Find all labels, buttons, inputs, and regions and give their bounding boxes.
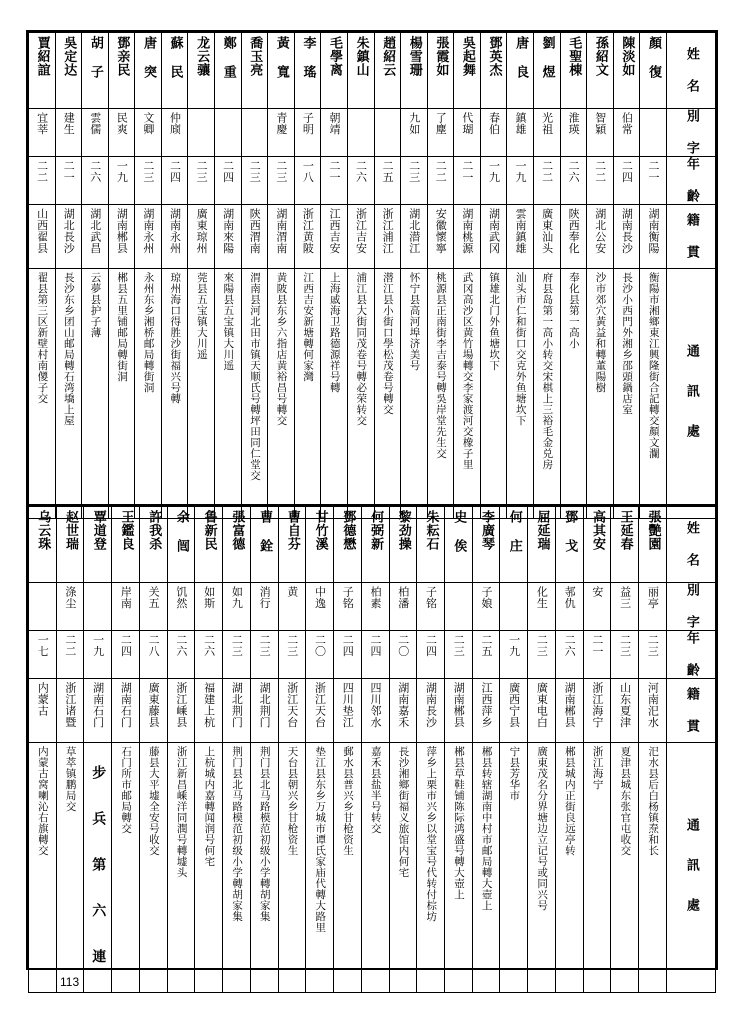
cell-address: 嘉禾县盐半号转交 — [361, 743, 389, 993]
cell-name: 曹 銓 — [250, 507, 278, 583]
cell-alias — [29, 583, 57, 631]
cell-native: 湖北公安 — [587, 205, 614, 269]
cell-address: 汕头市仁和街口交克外鱼塘坎下 — [507, 269, 534, 519]
cell-alias — [445, 583, 473, 631]
cell-alias: 子娘 — [472, 583, 500, 631]
cell-age: 二三 — [528, 631, 556, 679]
cell-age: 一七 — [29, 631, 57, 679]
header-alias: 別 字 — [667, 583, 716, 631]
cell-age: 二六 — [167, 631, 195, 679]
cell-native: 浙江浦江 — [374, 205, 401, 269]
cell-age: 二六 — [560, 157, 587, 205]
cell-age: 一九 — [500, 631, 528, 679]
header-native: 籍 貫 — [667, 679, 716, 743]
roster-grid-bottom — [28, 506, 716, 993]
cell-age: 二六 — [195, 631, 223, 679]
cell-address: 荆门县北马路模范初级小学轉胡家集 — [223, 743, 251, 993]
cell-address: 沙市郊穴黃益和轉董陽樹 — [587, 269, 614, 519]
cell-address: 垫江县东乡万城市谭氏家庙代轉大路里 — [306, 743, 334, 993]
cell-address: 府县岛第一高小转交宋棋上三裕毛金兑房 — [533, 269, 560, 519]
cell-name: 張艷園 — [639, 507, 667, 583]
cell-alias: 淮瑛 — [560, 109, 587, 157]
cell-address: 奉化县第一高小 — [560, 269, 587, 519]
cell-name: 龙云骧 — [188, 33, 215, 109]
cell-address: 郴县转辖湖南中村市邮局轉大壺上 — [472, 743, 500, 993]
cell-name: 鄭 重 — [215, 33, 242, 109]
cell-name: 乌云珠 — [29, 507, 57, 583]
cell-native: 湖北長沙 — [55, 205, 82, 269]
row-address — [29, 269, 716, 519]
cell-age: 二三 — [135, 157, 162, 205]
cell-native: 湖南郴县 — [108, 205, 135, 269]
cell-alias: 伯常 — [613, 109, 640, 157]
cell-age: 二三 — [250, 631, 278, 679]
cell-native: 湖南武冈 — [480, 205, 507, 269]
cell-native: 湖南衡陽 — [640, 205, 667, 269]
cell-address: 衡陽市湘鄉東江興隆街合記轉交顏文瀾 — [640, 269, 667, 519]
cell-age: 二四 — [112, 631, 140, 679]
cell-address: 廣東茂名分界塘边立记号或同兴号 — [528, 743, 556, 993]
cell-age: 二三 — [611, 631, 639, 679]
cell-address: 天台县朝兴乡甘枪资生 — [278, 743, 306, 993]
cell-address: 長沙小西門外湘乡邵頭鍋店室 — [613, 269, 640, 519]
cell-address: 内蒙古窝喇沁右旗轉交 — [29, 743, 57, 993]
cell-name: 余 闿 — [167, 507, 195, 583]
cell-address: 石门所市邮局轉交 — [112, 743, 140, 993]
row-name — [29, 507, 716, 583]
cell-address: 長沙东乡团山邮局轉石湾墧上屋 — [55, 269, 82, 519]
cell-age: 二三 — [445, 631, 473, 679]
cell-native: 湖南嘉禾 — [389, 679, 417, 743]
cell-name: 赵世瑞 — [56, 507, 84, 583]
cell-alias: 智穎 — [587, 109, 614, 157]
cell-address: 怀宁县高河埠济美号 — [401, 269, 428, 519]
cell-age: 二二 — [56, 631, 84, 679]
cell-native: 湖北潜江 — [401, 205, 428, 269]
cell-age: 二〇 — [389, 631, 417, 679]
cell-native: 湖南渭南 — [268, 205, 295, 269]
cell-alias: 建生 — [55, 109, 82, 157]
cell-alias: 子铭 — [417, 583, 445, 631]
cell-name: 唐 突 — [135, 33, 162, 109]
cell-age: 二三 — [188, 157, 215, 205]
cell-address: 郴县城内正街良远亭转 — [555, 743, 583, 993]
cell-native: 湖南來陽 — [215, 205, 242, 269]
cell-age: 二五 — [374, 157, 401, 205]
cell-native: 浙江海宁 — [583, 679, 611, 743]
cell-age: 二四 — [215, 157, 242, 205]
cell-native: 湖南石门 — [84, 679, 112, 743]
cell-alias — [374, 109, 401, 157]
cell-alias: 岸南 — [112, 583, 140, 631]
cell-name: 屈延瑞 — [528, 507, 556, 583]
header-age: 年 齡 — [667, 631, 716, 679]
cell-age: 二一 — [454, 157, 481, 205]
cell-name: 甘竹溪 — [306, 507, 334, 583]
cell-native: 安徽懷寧 — [427, 205, 454, 269]
cell-native: 江西萍乡 — [472, 679, 500, 743]
cell-name: 李 瑤 — [294, 33, 321, 109]
cell-age: 一九 — [507, 157, 534, 205]
cell-alias: 代瑚 — [454, 109, 481, 157]
cell-age: 二八 — [139, 631, 167, 679]
cell-age: 二三 — [241, 157, 268, 205]
cell-address: 莞县五宝镇大川遥 — [188, 269, 215, 519]
cell-alias: 宜莘 — [29, 109, 56, 157]
cell-age: 二四 — [361, 631, 389, 679]
cell-address: 浦江县大街同茂卷号轉必荣转交 — [347, 269, 374, 519]
cell-native: 廣東电白 — [528, 679, 556, 743]
cell-address: 武冈高沙区黄竹場轉交李家渡河交橡子里 — [454, 269, 481, 519]
cell-address: 潜江县小街口學松茂卷号轉交 — [374, 269, 401, 519]
cell-age: 一九 — [108, 157, 135, 205]
cell-native: 浙江天台 — [306, 679, 334, 743]
cell-alias — [640, 109, 667, 157]
cell-name: 鄧英杰 — [480, 33, 507, 109]
cell-name: 朱鎮山 — [347, 33, 374, 109]
cell-name: 朱耘石 — [417, 507, 445, 583]
cell-address: 藤县大平墟全安号收交 — [139, 743, 167, 993]
cell-address: 镇雄北门外鱼塘坎下 — [480, 269, 507, 519]
cell-alias — [84, 583, 112, 631]
cell-address: 長沙湘鄉街福义旅馆内何宅 — [389, 743, 417, 993]
cell-age: 一九 — [480, 157, 507, 205]
cell-address: 宁县芳华市 — [500, 743, 528, 993]
cell-native: 雲南鎮雄 — [507, 205, 534, 269]
cell-address: 上海戚海卫路德源祥号轉 — [321, 269, 348, 519]
cell-alias — [215, 109, 242, 157]
cell-name: 毛聖棟 — [560, 33, 587, 109]
cell-alias: 如九 — [223, 583, 251, 631]
cell-name: 鄧亲民 — [108, 33, 135, 109]
cell-native: 湖北武昌 — [82, 205, 109, 269]
cell-alias: 柏素 — [361, 583, 389, 631]
cell-alias: 仲庼 — [161, 109, 188, 157]
cell-age: 二三 — [223, 631, 251, 679]
cell-alias: 邿仇 — [555, 583, 583, 631]
cell-native: 廣東琼州 — [188, 205, 215, 269]
cell-name: 高其安 — [583, 507, 611, 583]
cell-alias: 黄 — [278, 583, 306, 631]
cell-native: 河南汜水 — [639, 679, 667, 743]
cell-age: 二三 — [639, 631, 667, 679]
cell-native: 江西吉安 — [321, 205, 348, 269]
cell-name: 楊雪珊 — [401, 33, 428, 109]
row-native — [29, 205, 716, 269]
cell-name: 吳起舞 — [454, 33, 481, 109]
cell-age: 二三 — [268, 157, 295, 205]
cell-name: 毛學离 — [321, 33, 348, 109]
cell-name: 許我杀 — [139, 507, 167, 583]
cell-age: 二四 — [161, 157, 188, 205]
cell-native: 湖南永州 — [135, 205, 162, 269]
cell-name: 鲁新民 — [195, 507, 223, 583]
cell-age: 二四 — [613, 157, 640, 205]
cell-age: 二六 — [347, 157, 374, 205]
cell-native: 湖南長沙 — [613, 205, 640, 269]
cell-alias: 春伯 — [480, 109, 507, 157]
cell-alias — [500, 583, 528, 631]
cell-alias: 了塵 — [427, 109, 454, 157]
cell-native: 陝西奉化 — [560, 205, 587, 269]
cell-name: 吳定达 — [55, 33, 82, 109]
cell-name: 王延春 — [611, 507, 639, 583]
header-address: 通 訊 處 — [667, 743, 716, 993]
cell-alias: 关五 — [139, 583, 167, 631]
cell-name: 鄧 戈 — [555, 507, 583, 583]
cell-address: 渭南县河北田市镇天顺氏号轉坪田同仁堂交 — [241, 269, 268, 519]
cell-address-platoon: 步 兵 第 六 連 — [84, 743, 112, 993]
cell-address: 上杭城内嘉轉闻润号何宅 — [195, 743, 223, 993]
row-native — [29, 679, 716, 743]
cell-alias: 雲儒 — [82, 109, 109, 157]
cell-age: 二二 — [427, 157, 454, 205]
cell-name: 胡 子 — [82, 33, 109, 109]
cell-address: 琼州海口得胜沙街福兴号轉 — [161, 269, 188, 519]
cell-name: 孫紹文 — [587, 33, 614, 109]
cell-native: 浙江吉安 — [347, 205, 374, 269]
cell-native: 廣東汕头 — [533, 205, 560, 269]
cell-address: 桃源县正南街李吉泰号轉吳岸堂先生交 — [427, 269, 454, 519]
cell-alias — [347, 109, 374, 157]
cell-alias — [241, 109, 268, 157]
cell-name: 何弼新 — [361, 507, 389, 583]
cell-name: 曹自芬 — [278, 507, 306, 583]
cell-age: 二三 — [278, 631, 306, 679]
roster-table-frame — [26, 30, 718, 970]
cell-native: 四川邻水 — [361, 679, 389, 743]
cell-name: 黎劲操 — [389, 507, 417, 583]
cell-alias: 饥然 — [167, 583, 195, 631]
cell-age: 二四 — [417, 631, 445, 679]
row-alias — [29, 583, 716, 631]
row-name — [29, 33, 716, 109]
cell-native: 福建上杭 — [195, 679, 223, 743]
cell-alias: 鎮雄 — [507, 109, 534, 157]
cell-alias: 消行 — [250, 583, 278, 631]
cell-name: 張霞如 — [427, 33, 454, 109]
cell-alias: 如斯 — [195, 583, 223, 631]
cell-age: 二六 — [555, 631, 583, 679]
header-age: 年 齡 — [667, 157, 716, 205]
cell-name: 趙紹云 — [374, 33, 401, 109]
cell-alias: 九如 — [401, 109, 428, 157]
cell-name: 覃道登 — [84, 507, 112, 583]
header-name: 姓 名 — [667, 507, 716, 583]
cell-address: 翟县第三区新壁村南儍子交 — [29, 269, 56, 519]
cell-name: 李廣琴 — [472, 507, 500, 583]
cell-age: 二三 — [401, 157, 428, 205]
cell-alias — [188, 109, 215, 157]
cell-native: 湖南桃源 — [454, 205, 481, 269]
cell-name: 史 俟 — [445, 507, 473, 583]
cell-age: 二〇 — [306, 631, 334, 679]
cell-alias: 柏潘 — [389, 583, 417, 631]
row-age — [29, 157, 716, 205]
cell-age: 二一 — [55, 157, 82, 205]
cell-age: 一八 — [294, 157, 321, 205]
cell-name: 王鑑良 — [112, 507, 140, 583]
cell-alias: 文卿 — [135, 109, 162, 157]
cell-alias: 丽亭 — [639, 583, 667, 631]
cell-age: 二六 — [82, 157, 109, 205]
cell-native: 浙江诸暨 — [56, 679, 84, 743]
cell-alias: 民爽 — [108, 109, 135, 157]
cell-age: 二四 — [334, 631, 362, 679]
cell-name: 蘇 民 — [161, 33, 188, 109]
cell-native: 湖北荆门 — [223, 679, 251, 743]
cell-name: 賈紹誼 — [29, 33, 56, 109]
cell-native: 浙江天台 — [278, 679, 306, 743]
header-native: 籍 貫 — [667, 205, 716, 269]
cell-native: 廣西宁县 — [500, 679, 528, 743]
cell-age: 一九 — [84, 631, 112, 679]
cell-native: 陝西渭南 — [241, 205, 268, 269]
cell-age: 二二 — [587, 157, 614, 205]
roster-table-bottom — [28, 504, 716, 972]
cell-alias: 中逸 — [306, 583, 334, 631]
header-alias: 別 字 — [667, 109, 716, 157]
cell-age: 二一 — [583, 631, 611, 679]
cell-alias: 益三 — [611, 583, 639, 631]
cell-address: 江西吉安新塘轉何家灣 — [294, 269, 321, 519]
row-age — [29, 631, 716, 679]
cell-name: 陳淡如 — [613, 33, 640, 109]
roster-grid-top — [28, 32, 716, 519]
cell-alias: 青慶 — [268, 109, 295, 157]
cell-alias: 安 — [583, 583, 611, 631]
cell-address: 荆门县北马路模范初级小学轉胡家集 — [250, 743, 278, 993]
cell-name: 唐 良 — [507, 33, 534, 109]
cell-native: 湖南石门 — [112, 679, 140, 743]
cell-address: 云夢县护子薄 — [82, 269, 109, 519]
row-address — [29, 743, 716, 993]
cell-age: 二一 — [640, 157, 667, 205]
cell-address: 汜水县后白杨镇焘和长 — [639, 743, 667, 993]
cell-address: 來陽县五宝镇大川遥 — [215, 269, 242, 519]
cell-native: 四川垫江 — [334, 679, 362, 743]
cell-native: 湖南長沙 — [417, 679, 445, 743]
cell-address: 永州东乡湘桥邮局轉街洞 — [135, 269, 162, 519]
cell-alias: 光祖 — [533, 109, 560, 157]
cell-native: 湖北荆门 — [250, 679, 278, 743]
cell-address: 夏津县城东张官屯收交 — [611, 743, 639, 993]
cell-alias: 化生 — [528, 583, 556, 631]
cell-alias: 子铭 — [334, 583, 362, 631]
cell-native: 浙江黄陂 — [294, 205, 321, 269]
cell-alias: 子明 — [294, 109, 321, 157]
cell-name: 劉 煜 — [533, 33, 560, 109]
header-address: 通 訊 處 — [667, 269, 716, 519]
cell-address: 郴县五里铺邮局轉街洞 — [108, 269, 135, 519]
cell-age: 二二 — [533, 157, 560, 205]
cell-name: 鄧德懋 — [334, 507, 362, 583]
cell-name: 顏 復 — [640, 33, 667, 109]
cell-native: 山西翟县 — [29, 205, 56, 269]
cell-address: 萍乡上栗市兴乡以堂宝号代转付棕坊 — [417, 743, 445, 993]
cell-alias: 涤尘 — [56, 583, 84, 631]
cell-address: 浙江新昌嵊洋同潤号轉墟头 — [167, 743, 195, 993]
cell-native: 内蒙古 — [29, 679, 57, 743]
cell-name: 張富德 — [223, 507, 251, 583]
cell-name: 喬玉亮 — [241, 33, 268, 109]
cell-address: 浙江海宁 — [583, 743, 611, 993]
cell-native: 湖南郴县 — [445, 679, 473, 743]
header-name: 姓 名 — [667, 33, 716, 109]
cell-native: 湖南郴县 — [555, 679, 583, 743]
roster-table-top — [28, 32, 716, 504]
cell-name: 何 庄 — [500, 507, 528, 583]
cell-age: 二一 — [321, 157, 348, 205]
row-alias — [29, 109, 716, 157]
cell-address: 草萃镇鹏局交 — [56, 743, 84, 993]
cell-age: 二二 — [29, 157, 56, 205]
cell-age: 二五 — [472, 631, 500, 679]
cell-native: 湖南永州 — [161, 205, 188, 269]
cell-address: 黄陂县东乡六指店黄裕昌号轉交 — [268, 269, 295, 519]
cell-alias: 朝靖 — [321, 109, 348, 157]
page-number: 113 — [60, 975, 80, 989]
cell-address: 郴县草鞋铺陈际鸿盛号轉大壺上 — [445, 743, 473, 993]
cell-native: 廣東藤县 — [139, 679, 167, 743]
cell-native: 山东夏津 — [611, 679, 639, 743]
cell-name: 黃 寬 — [268, 33, 295, 109]
cell-native: 浙江嵊县 — [167, 679, 195, 743]
cell-address: 郵水县普兴乡甘枪资生 — [334, 743, 362, 993]
